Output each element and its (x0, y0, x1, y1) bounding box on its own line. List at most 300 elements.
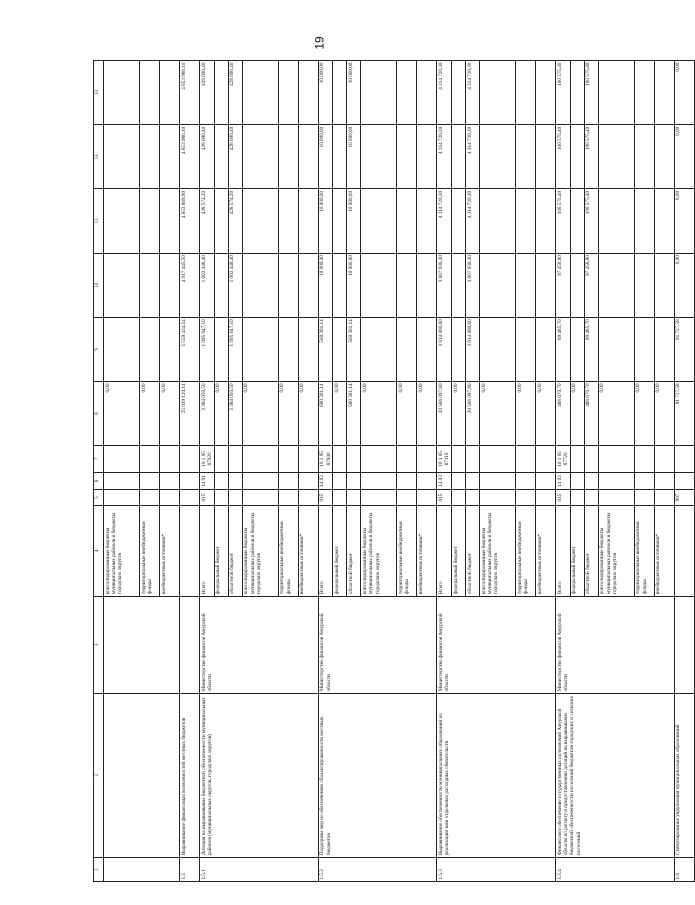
row-label-cell (104, 693, 180, 857)
value-cell (570, 253, 584, 317)
value-cell (214, 125, 228, 189)
value-total-cell: 0,00 (570, 381, 584, 445)
value-cell: 10 000,00 (318, 253, 333, 317)
value-cell (598, 125, 634, 189)
funding-source-cell: федеральный бюджет (333, 505, 347, 596)
value-cell: 91 727,58 (674, 317, 694, 381)
header-cell: 11 (94, 189, 104, 253)
funding-source-cell: территориальные внебюджетные фонды (140, 505, 160, 596)
responsible-cell: Министерство финансов Амурской области (200, 596, 319, 693)
value-total-cell: 0,00 (361, 381, 397, 445)
value-cell: 100 575,40 (584, 189, 598, 253)
header-cell: 3 (94, 596, 104, 693)
value-cell (160, 61, 180, 125)
value-cell: 428 574,20 (200, 189, 215, 253)
budget-table (93, 60, 695, 882)
target-article-cell (361, 446, 397, 473)
target-article-cell (347, 446, 361, 473)
gr-code-cell (347, 490, 361, 505)
value-cell: 10 000,00 (347, 253, 361, 317)
value-cell (654, 61, 674, 125)
target-article-cell (654, 446, 674, 473)
value-cell: 4 853 869,90 (180, 189, 200, 253)
responsible-cell (674, 596, 694, 693)
value-cell: 428 574,20 (228, 189, 242, 253)
value-cell: 4 314 720,30 (466, 61, 480, 125)
value-cell (242, 125, 278, 189)
section-code-cell (180, 472, 200, 490)
gr-code-cell (333, 490, 347, 505)
value-cell (480, 61, 516, 125)
row-number-cell: 1.5.4 (556, 857, 675, 881)
value-cell (570, 61, 584, 125)
header-cell: 6 (94, 472, 104, 490)
funding-source-cell: территориальные внебюджетные фонды (516, 505, 536, 596)
gr-code-cell (598, 490, 634, 505)
funding-source-cell: Всего (318, 505, 333, 596)
value-cell (361, 189, 397, 253)
value-total-cell: 0,00 (452, 381, 466, 445)
gr-code-cell: 015 (437, 490, 452, 505)
value-total-cell: 0,00 (140, 381, 160, 445)
funding-source-cell: областной бюджет (347, 505, 361, 596)
section-code-cell (242, 472, 278, 490)
value-cell: 5 559 434,54 (180, 317, 200, 381)
funding-source-cell: консолидированные бюджеты муниципальных районов и бюджеты городских округов (480, 505, 516, 596)
value-cell: 3 807 936,30 (437, 253, 452, 317)
value-cell (516, 125, 536, 189)
value-cell (634, 125, 654, 189)
value-cell (140, 125, 160, 189)
row-label-cell: Выравнивание обеспеченности муниципальных образований по реализации ими отдельных расходных обязательств (437, 693, 556, 857)
value-cell: 428 690,40 (200, 125, 215, 189)
value-cell (480, 317, 516, 381)
value-cell (104, 189, 140, 253)
section-code-cell (516, 472, 536, 490)
responsible-cell (104, 596, 180, 693)
gr-code-cell (584, 490, 598, 505)
value-cell (160, 317, 180, 381)
value-cell (333, 253, 347, 317)
gr-code-cell (417, 490, 437, 505)
section-code-cell (674, 472, 694, 490)
target-article-cell: 10 1 05 87020 (200, 446, 215, 473)
value-cell (298, 317, 318, 381)
funding-source-cell (674, 505, 694, 596)
responsible-cell: Министерство финансов Амурской области (437, 596, 556, 693)
value-cell (298, 61, 318, 125)
section-code-cell (570, 472, 584, 490)
value-cell: 89 485,70 (584, 317, 598, 381)
funding-source-cell: консолидированные бюджеты муниципальных районов и бюджеты городских округов (242, 505, 278, 596)
value-total-cell: 0,00 (214, 381, 228, 445)
funding-source-cell: федеральный бюджет (214, 505, 228, 596)
table-row (104, 61, 140, 882)
value-total-cell: 91 727,58 (674, 381, 694, 445)
value-cell (333, 189, 347, 253)
table-row (318, 61, 333, 882)
row-number-cell: 1.5 (180, 857, 200, 881)
value-cell: 3 814 000,60 (437, 317, 452, 381)
value-total-cell: 0,00 (397, 381, 417, 445)
gr-code-cell (480, 490, 516, 505)
value-cell (634, 189, 654, 253)
value-total-cell: 3 384 050,50 (228, 381, 242, 445)
value-total-cell: 0,00 (298, 381, 318, 445)
funding-source-cell: территориальные внебюджетные фонды (397, 505, 417, 596)
value-total-cell: 0,00 (634, 381, 654, 445)
gr-code-cell: 015 (556, 490, 571, 505)
value-cell (536, 61, 556, 125)
header-cell: 9 (94, 317, 104, 381)
value-cell: 1 095 647,10 (228, 317, 242, 381)
row-label-cell: Выравнивание финансовых возможностей местных бюджетов (180, 693, 200, 857)
target-article-cell (214, 446, 228, 473)
value-cell: 4 314 720,30 (466, 189, 480, 253)
value-cell: 10 000,00 (318, 61, 333, 125)
value-cell (214, 317, 228, 381)
value-cell: 4 314 720,30 (437, 61, 452, 125)
page-number: 19 (312, 36, 327, 50)
value-cell: 1 095 647,10 (200, 317, 215, 381)
gr-code-cell (570, 490, 584, 505)
target-article-cell (584, 446, 598, 473)
value-cell (104, 317, 140, 381)
value-cell (598, 253, 634, 317)
gr-code-cell (452, 490, 466, 505)
value-cell: 100 575,40 (556, 189, 571, 253)
value-cell: 10 000,00 (347, 61, 361, 125)
value-total-cell: 0,00 (278, 381, 298, 445)
value-total-cell: 0,00 (536, 381, 556, 445)
value-cell (278, 61, 298, 125)
section-code-cell (417, 472, 437, 490)
value-cell (278, 189, 298, 253)
section-code-cell (452, 472, 466, 490)
value-total-cell: 0,00 (598, 381, 634, 445)
section-code-cell (634, 472, 654, 490)
value-cell (361, 125, 397, 189)
value-cell: 0,00 (674, 253, 694, 317)
value-cell (598, 189, 634, 253)
value-cell (242, 317, 278, 381)
gr-code-cell: 015 (318, 490, 333, 505)
target-article-cell (598, 446, 634, 473)
value-cell (242, 189, 278, 253)
table-row (180, 61, 200, 882)
value-cell: 428 690,40 (228, 125, 242, 189)
target-article-cell (452, 446, 466, 473)
funding-source-cell: консолидированные бюджеты муниципальных районов и бюджеты городских округов (361, 505, 397, 596)
value-cell (333, 317, 347, 381)
value-cell: 100 575,40 (556, 61, 571, 125)
header-row (94, 61, 104, 882)
value-cell: 97 458,80 (584, 253, 598, 317)
gr-code-cell (104, 490, 140, 505)
value-cell (417, 189, 437, 253)
value-cell (654, 189, 674, 253)
funding-source-cell: областной бюджет (228, 505, 242, 596)
value-cell (598, 317, 634, 381)
value-cell (361, 253, 397, 317)
funding-source-cell (180, 505, 200, 596)
table-row (674, 61, 694, 882)
funding-source-cell: федеральный бюджет (570, 505, 584, 596)
target-article-cell (160, 446, 180, 473)
value-cell (361, 61, 397, 125)
section-code-cell: 14 03 (556, 472, 571, 490)
funding-source-cell: внебюджетные источники* (654, 505, 674, 596)
section-code-cell (104, 472, 140, 490)
section-code-cell (214, 472, 228, 490)
header-cell: 12 (94, 125, 104, 189)
value-cell (452, 125, 466, 189)
section-code-cell (397, 472, 417, 490)
value-cell (634, 61, 654, 125)
value-cell (536, 317, 556, 381)
section-code-cell: 14 01 (200, 472, 215, 490)
value-total-cell: 0,00 (516, 381, 536, 445)
gr-code-cell (361, 490, 397, 505)
value-cell (480, 253, 516, 317)
value-cell (140, 61, 160, 125)
funding-source-cell: территориальные внебюджетные фонды (634, 505, 654, 596)
target-article-cell (298, 446, 318, 473)
section-code-cell (160, 472, 180, 490)
header-cell: 1 (94, 857, 104, 881)
value-total-cell: 0,00 (480, 381, 516, 445)
section-code-cell (298, 472, 318, 490)
value-cell (397, 125, 417, 189)
row-number-cell: 1.5.1 (200, 857, 319, 881)
value-cell (397, 61, 417, 125)
value-cell (536, 125, 556, 189)
value-cell (104, 125, 140, 189)
value-cell (160, 253, 180, 317)
table-row (556, 61, 571, 882)
value-cell (480, 189, 516, 253)
value-cell: 100 575,40 (556, 125, 571, 189)
value-cell (298, 253, 318, 317)
gr-code-cell (298, 490, 318, 505)
target-article-cell (140, 446, 160, 473)
value-cell: 1 002 448,40 (200, 253, 215, 317)
funding-source-cell: консолидированные бюджеты муниципальных районов и бюджеты городских округов (104, 505, 140, 596)
value-cell (104, 253, 140, 317)
section-code-cell (278, 472, 298, 490)
value-cell (160, 189, 180, 253)
value-cell: 4 314 720,30 (437, 125, 452, 189)
header-cell: 5 (94, 490, 104, 505)
value-cell: 10 000,00 (347, 125, 361, 189)
target-article-cell (228, 446, 242, 473)
gr-code-cell (214, 490, 228, 505)
value-total-cell: 20 566 097,80 (437, 381, 452, 445)
funding-source-cell: Всего (200, 505, 215, 596)
value-cell (598, 61, 634, 125)
value-cell (298, 125, 318, 189)
value-total-cell: 488 670,70 (556, 381, 571, 445)
value-cell: 4 917 445,50 (180, 253, 200, 317)
target-article-cell (480, 446, 516, 473)
target-article-cell (634, 446, 654, 473)
target-article-cell: 10 1 05 87720 (556, 446, 571, 473)
value-total-cell: 0,00 (654, 381, 674, 445)
value-cell (214, 61, 228, 125)
value-total-cell: 0,00 (242, 381, 278, 445)
gr-code-cell (140, 490, 160, 505)
value-cell: 560 301,14 (318, 317, 333, 381)
target-article-cell (333, 446, 347, 473)
row-number-cell: 1.6 (674, 857, 694, 881)
gr-code-cell (242, 490, 278, 505)
section-code-cell (347, 472, 361, 490)
value-cell (452, 317, 466, 381)
value-cell (516, 61, 536, 125)
value-cell (397, 253, 417, 317)
funding-source-cell: Всего (437, 505, 452, 596)
value-cell (570, 125, 584, 189)
value-cell: 4 314 720,30 (437, 189, 452, 253)
gr-code-cell (278, 490, 298, 505)
value-cell (570, 317, 584, 381)
header-cell: 8 (94, 381, 104, 445)
rotated-table-container (93, 60, 682, 882)
value-cell: 97 458,80 (556, 253, 571, 317)
value-cell (397, 189, 417, 253)
section-code-cell (536, 472, 556, 490)
funding-source-cell: внебюджетные источники* (160, 505, 180, 596)
funding-source-cell: внебюджетные источники* (298, 505, 318, 596)
value-cell (516, 253, 536, 317)
funding-source-cell: консолидированные бюджеты муниципальных районов и бюджеты городских округов (598, 505, 634, 596)
value-cell (417, 61, 437, 125)
value-cell (333, 61, 347, 125)
header-cell: 4 (94, 505, 104, 596)
gr-code-cell (536, 490, 556, 505)
funding-source-cell: внебюджетные источники* (536, 505, 556, 596)
target-article-cell (242, 446, 278, 473)
gr-code-cell (634, 490, 654, 505)
value-cell: 1 002 448,40 (228, 253, 242, 317)
row-number-cell: 1.5.3 (437, 857, 556, 881)
row-number-cell: 1.5.2 (318, 857, 437, 881)
section-code-cell: 14 03 (437, 472, 452, 490)
table-row (200, 61, 215, 882)
table-body (104, 61, 695, 882)
value-cell: 100 575,40 (584, 61, 598, 125)
value-cell (452, 61, 466, 125)
section-code-cell (361, 472, 397, 490)
value-cell: 4 853 986,10 (180, 125, 200, 189)
value-cell (160, 125, 180, 189)
row-label-cell: Финансовое обеспечение государственных полномочий Амурской области по расчету и предоставлению дотаций на выравнивание бюджетной обеспеченности поселений бюджетам городских и сельских поселений (556, 693, 675, 857)
target-article-cell (180, 446, 200, 473)
target-article-cell (417, 446, 437, 473)
value-cell: 3 807 936,30 (466, 253, 480, 317)
value-cell (140, 317, 160, 381)
value-cell: 4 853 986,10 (180, 61, 200, 125)
funding-source-cell: федеральный бюджет (452, 505, 466, 596)
responsible-cell (180, 596, 200, 693)
value-cell (278, 125, 298, 189)
value-cell (242, 253, 278, 317)
value-cell (214, 253, 228, 317)
target-article-cell (674, 446, 694, 473)
value-cell (452, 189, 466, 253)
value-total-cell: 3 384 050,50 (200, 381, 215, 445)
value-cell (654, 125, 674, 189)
target-article-cell (516, 446, 536, 473)
value-total-cell: 0,00 (104, 381, 140, 445)
value-cell: 3 814 000,60 (466, 317, 480, 381)
value-cell: 10 000,00 (347, 189, 361, 253)
value-cell: 100 575,40 (584, 125, 598, 189)
value-total-cell: 0,00 (333, 381, 347, 445)
value-cell (634, 317, 654, 381)
value-total-cell: 488 670,70 (584, 381, 598, 445)
value-cell (516, 317, 536, 381)
target-article-cell (278, 446, 298, 473)
value-cell (140, 189, 160, 253)
value-cell: 10 000,00 (318, 189, 333, 253)
value-cell (104, 61, 140, 125)
section-code-cell (228, 472, 242, 490)
value-cell: 4 314 720,30 (466, 125, 480, 189)
value-cell (361, 317, 397, 381)
value-cell: 428 690,40 (228, 61, 242, 125)
header-cell: 10 (94, 253, 104, 317)
value-cell: 428 690,40 (200, 61, 215, 125)
row-label-cell: Стимулирование укрупнения муниципальных образований (674, 693, 694, 857)
value-cell (452, 253, 466, 317)
value-cell: 560 301,14 (347, 317, 361, 381)
target-article-cell (466, 446, 480, 473)
value-cell (140, 253, 160, 317)
gr-code-cell (654, 490, 674, 505)
header-cell: 7 (94, 446, 104, 473)
gr-code-cell (466, 490, 480, 505)
row-label-cell: Дотация на выравнивание бюджетной обеспеченности муниципальных районов (муниципальных округов, городских округов) (200, 693, 319, 857)
funding-source-cell: внебюджетные источники* (417, 505, 437, 596)
value-total-cell: 600 301,14 (318, 381, 333, 445)
value-cell: 89 485,70 (556, 317, 571, 381)
gr-code-cell: 015 (200, 490, 215, 505)
value-cell (333, 125, 347, 189)
section-code-cell (333, 472, 347, 490)
section-code-cell (584, 472, 598, 490)
gr-code-cell (160, 490, 180, 505)
section-code-cell (598, 472, 634, 490)
section-code-cell (480, 472, 516, 490)
gr-code-cell (228, 490, 242, 505)
section-code-cell (140, 472, 160, 490)
row-number-cell (104, 857, 180, 881)
gr-code-cell: 907 (674, 490, 694, 505)
value-cell (417, 125, 437, 189)
value-cell (298, 189, 318, 253)
funding-source-cell: областной бюджет (584, 505, 598, 596)
target-article-cell (536, 446, 556, 473)
header-cell: 13 (94, 61, 104, 125)
value-cell (417, 253, 437, 317)
value-total-cell: 600 301,14 (347, 381, 361, 445)
gr-code-cell (180, 490, 200, 505)
value-cell (417, 317, 437, 381)
value-cell (570, 189, 584, 253)
table-row (437, 61, 452, 882)
gr-code-cell (516, 490, 536, 505)
